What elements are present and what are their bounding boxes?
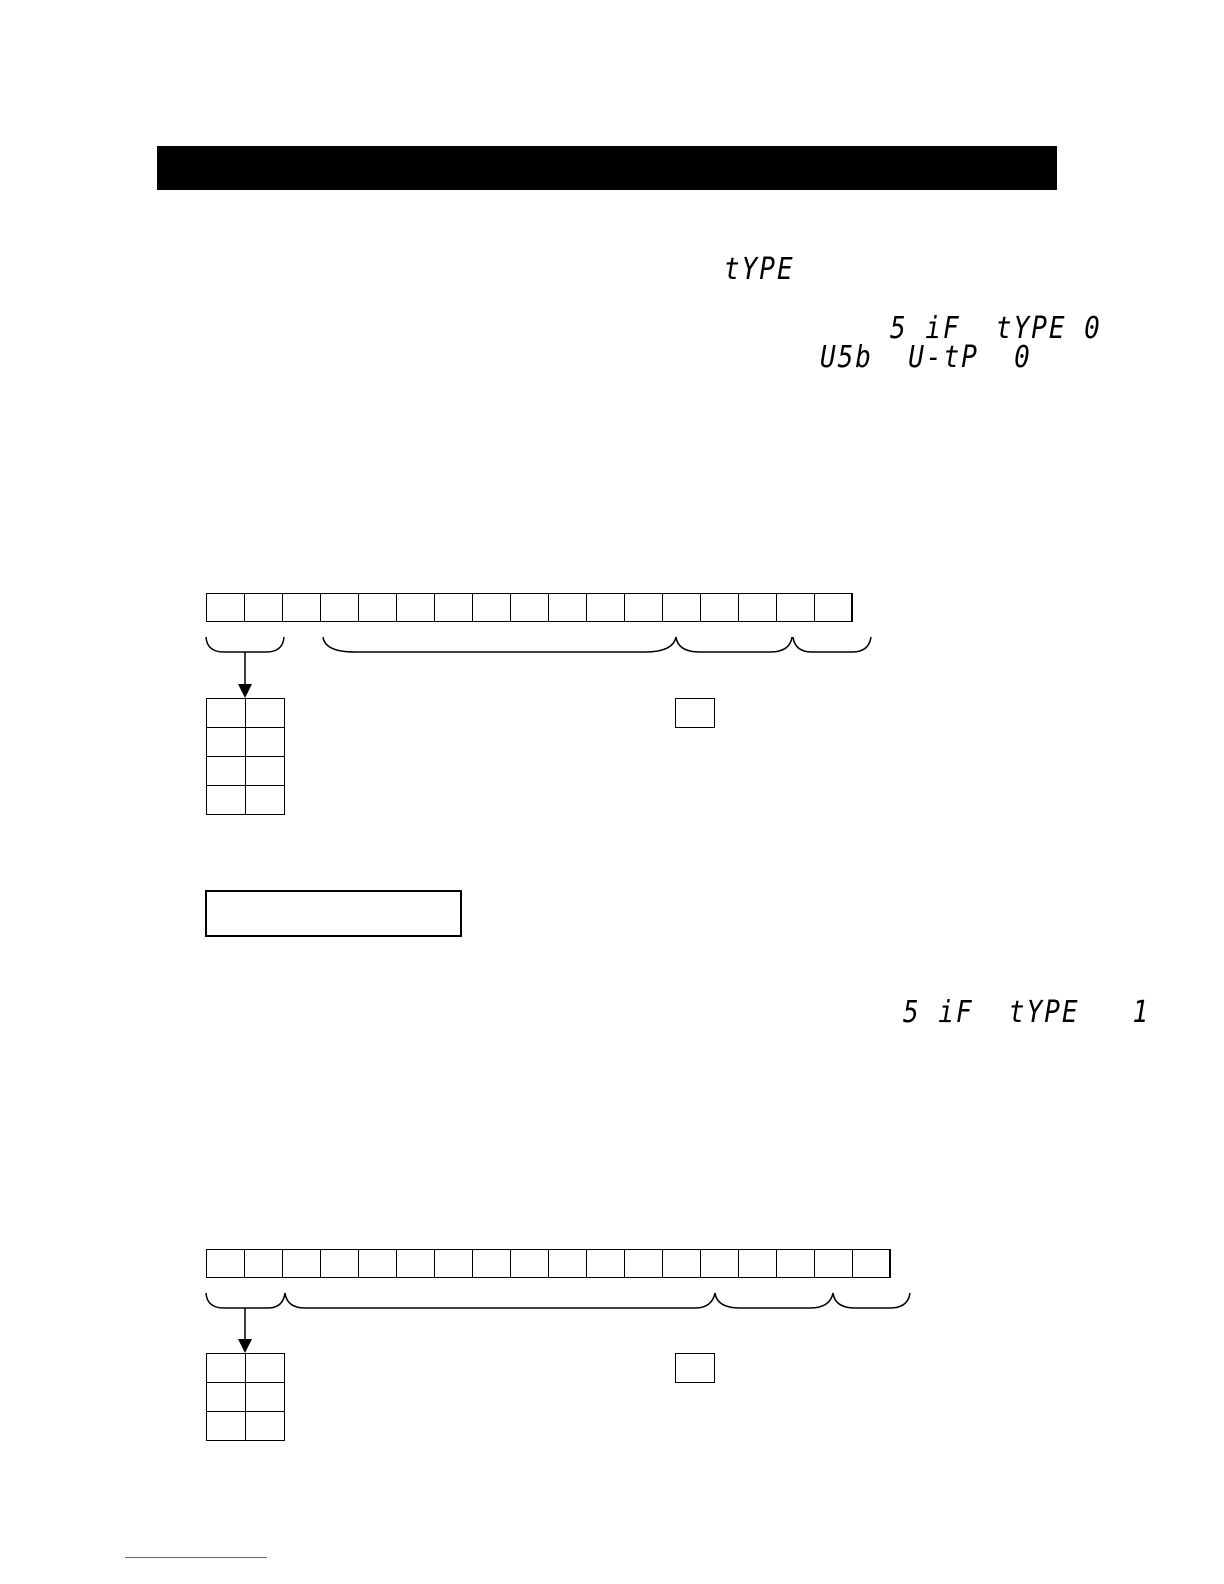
- brace-header-2: [206, 1293, 285, 1308]
- arrow-head-2: [238, 1339, 252, 1353]
- display-code-sif-type-1: 5 iF tYPE 1: [903, 995, 1151, 1031]
- brace-unit-1: [676, 637, 792, 652]
- brace-header-1: [206, 637, 284, 652]
- display-code-type: tYPE: [724, 252, 795, 288]
- brace-unit-2: [715, 1293, 833, 1308]
- brace-data-2: [285, 1293, 715, 1308]
- display-code-usb-utp-0: U5b U-tP 0: [820, 340, 1032, 376]
- brace-data-1: [323, 637, 676, 652]
- arrow-head-1: [238, 684, 252, 698]
- display-code-sif-type-0: 5 iF tYPE 0: [890, 311, 1102, 347]
- footer-link-underline: [125, 1557, 267, 1558]
- brace-terminator-1: [793, 637, 871, 652]
- brace-terminator-2: [833, 1293, 910, 1308]
